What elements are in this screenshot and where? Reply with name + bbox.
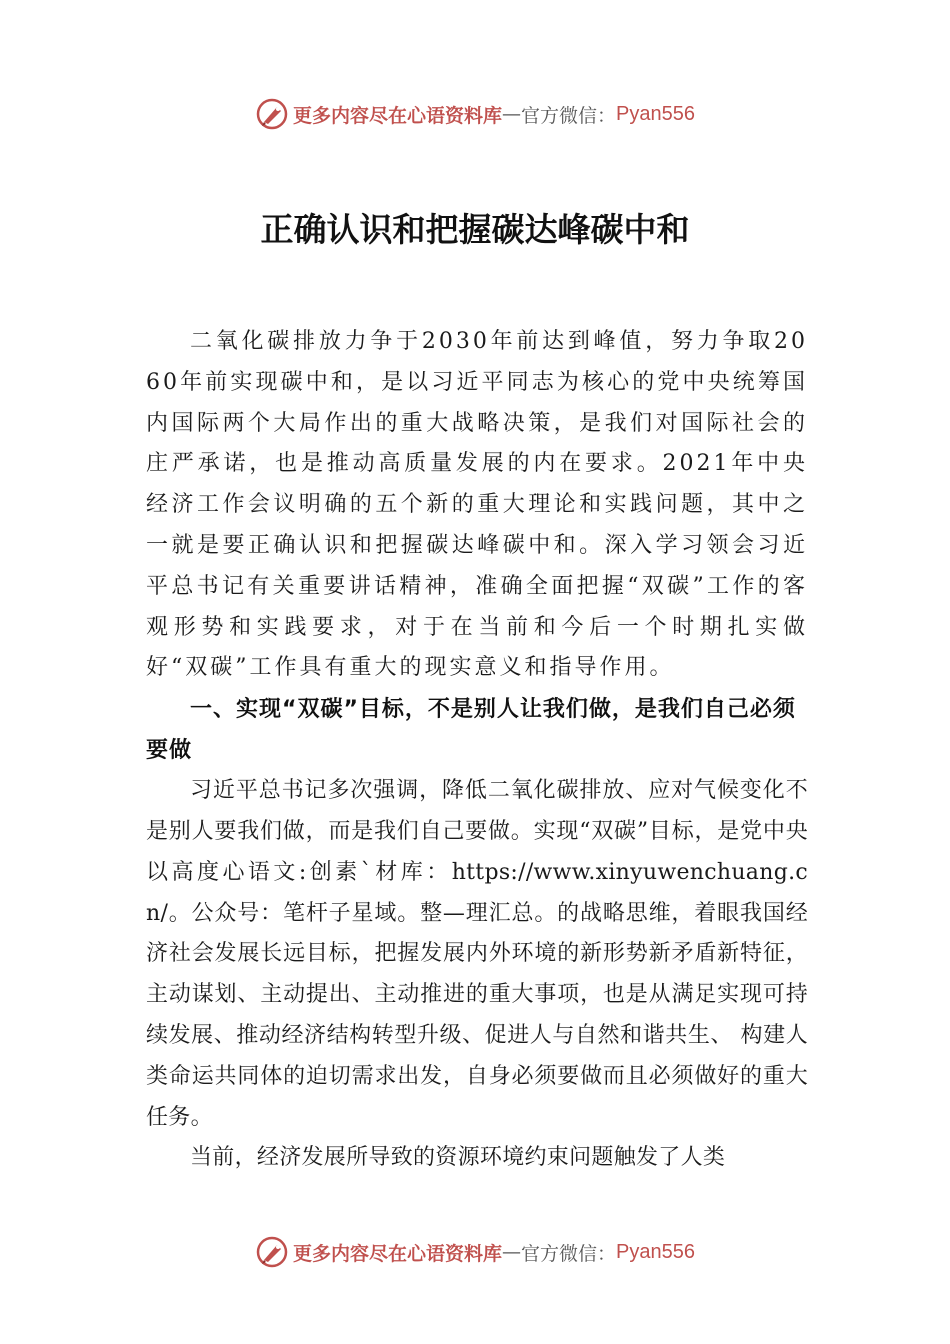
banner-dash: — bbox=[502, 1241, 522, 1263]
section-paragraph: 当前，经济发展所导致的资源环境约束问题触发了人类 bbox=[190, 1145, 726, 1171]
bottom-banner bbox=[0, 1232, 950, 1272]
banner-slogan: 更多内容尽在心语资料库 bbox=[293, 104, 503, 127]
banner-dash: — bbox=[502, 103, 522, 125]
banner-wechat-label: 官方微信： bbox=[521, 104, 617, 127]
banner-wechat-label: 官方微信： bbox=[521, 1242, 617, 1265]
document-title: 正确认识和把握碳达峰碳中和 bbox=[260, 210, 690, 249]
section-heading: 一、实现“双碳”目标，不是别人让我们做，是我们自己必须要做 bbox=[146, 697, 796, 764]
document-body bbox=[146, 322, 808, 1179]
banner-slogan: 更多内容尽在心语资料库 bbox=[293, 1242, 503, 1265]
banner-wechat-id: Pyan556 bbox=[616, 1240, 695, 1263]
intro-paragraph: 二氧化碳排放力争于2030年前达到峰值，努力争取2060年前实现碳中和，是以习近平同志为核心的党中央统筹国内国际两个大局作出的重大战略决策，是我们对国际社会的庄严承诺，也是推动高质量发展的内在要求。2021年中央经济工作会议明确的五个新的重大理论和实践问题，其中之一就是要正确认识和把握碳达峰碳中和。深入学习领会习近平总书记有关重要讲话精神，准确全面把握“双碳”工作的客观形势和实践要求，对于在当前和今后一个时期扎实做好“双碳”工作具有重大的现实意义和指导作用。 bbox=[146, 329, 808, 681]
banner-wechat-id: Pyan556 bbox=[616, 102, 695, 125]
pen-nib-logo-icon bbox=[255, 97, 289, 131]
section-paragraph: 习近平总书记多次强调，降低二氧化碳排放、应对气候变化不是别人要我们做，而是我们自己要做。实现“双碳”目标，是党中央以高度心语文:创素`材库：https://www.xinyuwenchuang.cn/。公众号：笔杆子星域。整—理汇总。的战略思维，着眼我国经济社会发展长远目标，把握发展内外环境的新形势新矛盾新特征，主动谋划、主动提出、主动推进的重大事项，也是从满足实现可持续发展、推动经济结构转型升级、促进人与自然和谐共生、 构建人类命运共同体的迫切需求出发，自身必须要做而且必须做好的重大任务。 bbox=[146, 778, 808, 1130]
pen-nib-logo-icon bbox=[255, 1235, 289, 1269]
top-banner bbox=[0, 94, 950, 134]
